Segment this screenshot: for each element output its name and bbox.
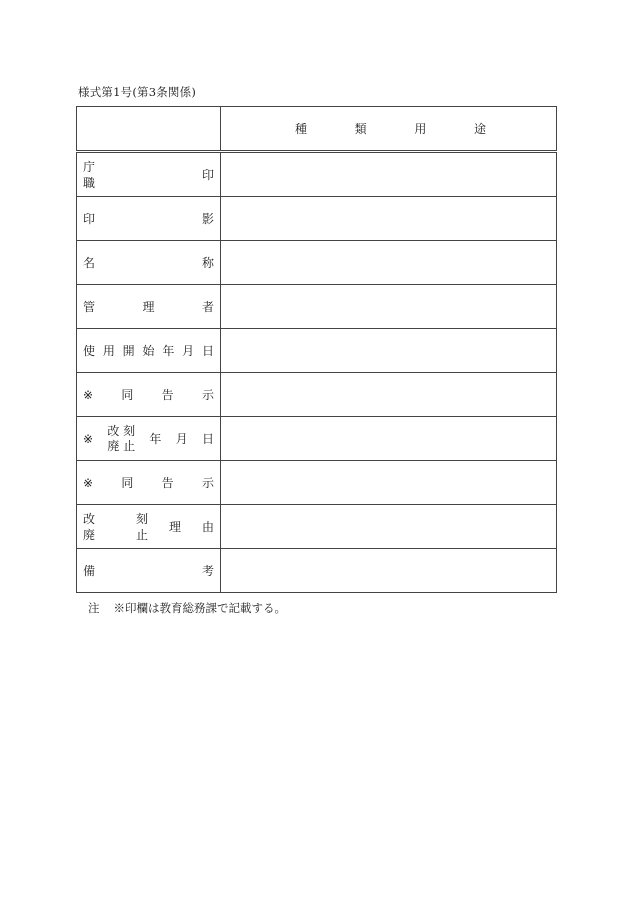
value-notice-1[interactable] [221, 373, 557, 417]
row-office-seal [77, 152, 557, 197]
label-notice-1 [77, 373, 221, 417]
value-remarks[interactable] [221, 549, 557, 593]
label-char: 者 [201, 300, 214, 314]
table-header-row [77, 107, 557, 152]
footnote [88, 600, 286, 616]
value-revision-date[interactable] [221, 417, 557, 461]
label-char: 月 [175, 432, 188, 446]
label-char: 止 [135, 527, 148, 542]
label-char: 廃 止 [107, 438, 136, 453]
asterisk-mark: ※ [83, 387, 94, 402]
label-char: 同 [121, 388, 134, 402]
header-usage-cell [221, 107, 557, 152]
label-char: 年 [162, 344, 175, 358]
label-char: 庁 [83, 159, 96, 174]
label-char: 職 [83, 175, 96, 190]
label-revision-date [77, 417, 221, 461]
label-char: 年 [149, 432, 162, 446]
label-char: 考 [201, 564, 214, 578]
label-remarks [77, 549, 221, 593]
label-char: 管 [83, 300, 96, 314]
label-char: 使 [83, 344, 96, 358]
label-char: 印 [83, 212, 96, 226]
value-seal-impression[interactable] [221, 197, 557, 241]
label-seal-impression [77, 197, 221, 241]
row-notice-2 [77, 461, 557, 505]
label-char: 示 [201, 388, 214, 402]
footnote-label: 注 [88, 601, 100, 615]
label-reason [77, 505, 221, 549]
header-char: 途 [473, 122, 486, 136]
label-char: 同 [121, 476, 134, 490]
value-start-date[interactable] [221, 329, 557, 373]
row-remarks [77, 549, 557, 593]
label-char: 告 [161, 388, 174, 402]
asterisk-mark: ※ [83, 431, 94, 446]
label-char: 理 [142, 300, 155, 314]
label-char: 改 [83, 511, 96, 526]
value-notice-2[interactable] [221, 461, 557, 505]
label-start-date [77, 329, 221, 373]
label-char: 由 [201, 520, 214, 534]
label-char: 日 [201, 432, 214, 446]
row-revision-date [77, 417, 557, 461]
label-char: 名 [83, 256, 96, 270]
row-notice-1 [77, 373, 557, 417]
row-manager [77, 285, 557, 329]
label-char: 開 [122, 344, 135, 358]
label-char: 称 [201, 256, 214, 270]
row-name [77, 241, 557, 285]
label-char: 月 [182, 344, 195, 358]
header-char: 類 [354, 122, 367, 136]
asterisk-mark: ※ [83, 475, 94, 490]
header-char: 種 [295, 122, 308, 136]
label-char: 廃 [83, 527, 96, 542]
label-char: 示 [201, 476, 214, 490]
form-title: 様式第1号(第3条関係) [78, 85, 197, 99]
label-char: 印 [201, 168, 214, 182]
footnote-text: ※印欄は教育総務課で記載する。 [113, 601, 286, 615]
value-reason[interactable] [221, 505, 557, 549]
value-office-seal[interactable] [221, 152, 557, 197]
row-seal-impression [77, 197, 557, 241]
label-name [77, 241, 221, 285]
seal-ledger-table [76, 106, 557, 593]
value-name[interactable] [221, 241, 557, 285]
label-char: 影 [201, 212, 214, 226]
row-start-date [77, 329, 557, 373]
label-notice-2 [77, 461, 221, 505]
label-office-seal [77, 152, 221, 197]
label-char: 理 [168, 520, 181, 534]
value-manager[interactable] [221, 285, 557, 329]
row-reason [77, 505, 557, 549]
label-char: 備 [83, 564, 96, 578]
header-blank-cell [77, 107, 221, 152]
label-char: 告 [161, 476, 174, 490]
label-char: 改 刻 [107, 423, 136, 438]
label-char: 用 [102, 344, 115, 358]
label-char: 日 [201, 344, 214, 358]
label-manager [77, 285, 221, 329]
label-char: 刻 [135, 511, 148, 526]
header-char: 用 [414, 122, 427, 136]
label-char: 始 [142, 344, 155, 358]
